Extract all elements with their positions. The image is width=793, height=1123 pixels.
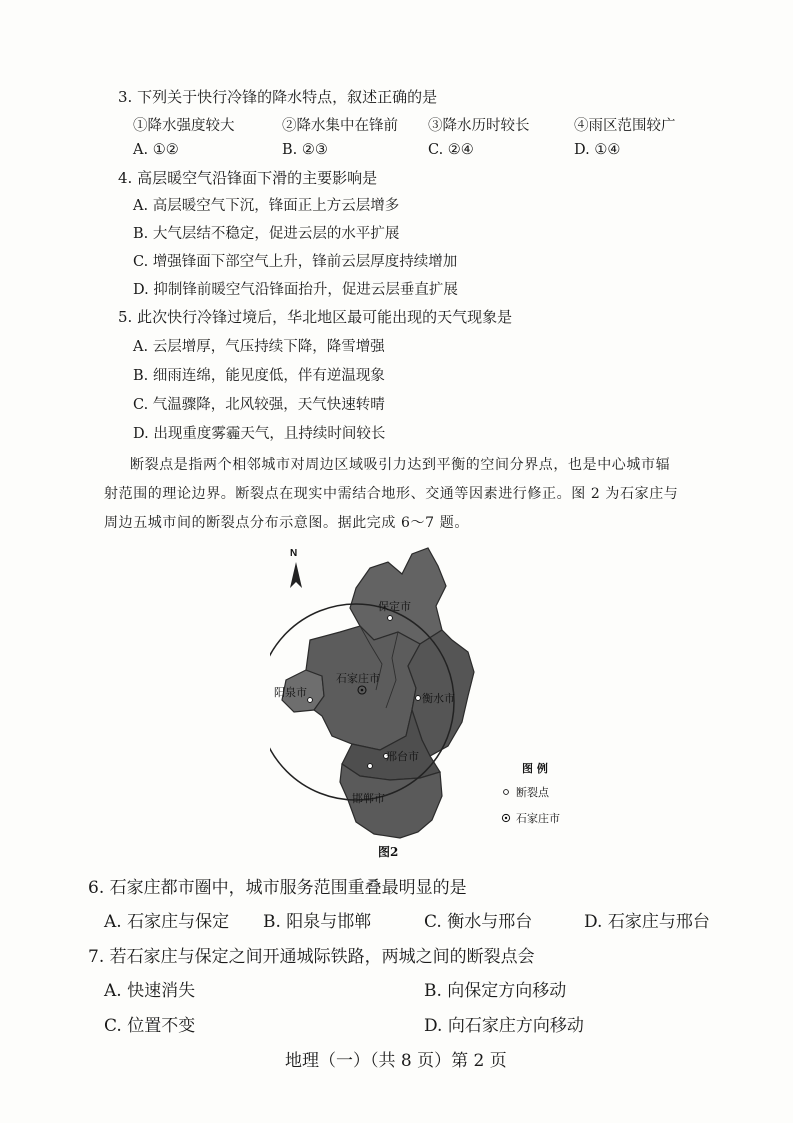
q3-statement-2: ②降水集中在锋前 [282,118,398,134]
q3-option-a[interactable]: A. ①② [133,142,179,158]
q3-option-d[interactable]: D. ①④ [574,142,621,158]
breakpoint-hengshui [416,696,421,701]
q5-stem: 5. 此次快行冷锋过境后，华北地区最可能出现的天气现象是 [118,308,513,326]
breakpoint-yangquan [308,698,313,703]
q4-option-b[interactable]: B. 大气层结不稳定，促进云层的水平扩展 [133,226,400,242]
q5-option-a[interactable]: A. 云层增厚，气压持续下降，降雪增强 [133,339,385,355]
breakpoint-baoding [388,616,393,621]
figure-caption: 图2 [378,845,399,859]
q7-option-c[interactable]: C. 位置不变 [104,1016,196,1036]
q4-option-a[interactable]: A. 高层暖空气下沉，锋面正上方云层增多 [133,198,400,214]
q6-option-a[interactable]: A. 石家庄与保定 [104,912,230,932]
q5-option-b[interactable]: B. 细雨连绵，能见度低，伴有逆温现象 [133,368,385,384]
q7-option-d[interactable]: D. 向石家庄方向移动 [424,1016,584,1036]
q7-option-b[interactable]: B. 向保定方向移动 [424,981,567,1001]
q3-statement-1: ①降水强度较大 [133,118,235,134]
q3-stem: 3. 下列关于快行冷锋的降水特点，叙述正确的是 [118,88,438,106]
q6-stem: 6. 石家庄都市圈中，城市服务范围重叠最明显的是 [88,878,467,898]
q6-option-c[interactable]: C. 衡水与邢台 [424,912,533,932]
q6-option-b[interactable]: B. 阳泉与邯郸 [263,912,372,932]
q5-option-d[interactable]: D. 出现重度雾霾天气，且持续时间较长 [133,426,386,442]
q3-option-b[interactable]: B. ②③ [282,142,328,158]
q3-option-c[interactable]: C. ②④ [428,142,474,158]
passage-line-3: 周边五城市间的断裂点分布示意图。据此完成 6～7 题。 [104,515,469,531]
legend-breakpoint-icon [504,790,509,795]
q3-statement-4: ④雨区范围较广 [574,118,676,134]
q4-stem: 4. 高层暖空气沿锋面下滑的主要影响是 [118,169,378,187]
map-legend [502,761,560,825]
label-handan: 邯郸市 [352,792,385,805]
north-label: N [290,548,298,559]
label-shijiazhuang: 石家庄市 [336,672,380,685]
breakpoint-xingtai [368,764,373,769]
label-xingtai: 邢台市 [386,750,419,763]
q5-option-c[interactable]: C. 气温骤降，北风较强，天气快速转晴 [133,397,385,413]
label-hengshui: 衡水市 [422,692,455,705]
figure-2-map [270,540,590,860]
q6-option-d[interactable]: D. 石家庄与邢台 [584,912,710,932]
label-yangquan: 阳泉市 [274,686,307,699]
q3-statement-3: ③降水历时较长 [428,118,530,134]
legend-title: 图 例 [522,762,548,775]
page-footer: 地理（一）（共 8 页）第 2 页 [285,1051,507,1071]
north-arrow-icon [290,548,302,588]
q4-option-c[interactable]: C. 增强锋面下部空气上升，锋前云层厚度持续增加 [133,254,458,270]
q7-stem: 7. 若石家庄与保定之间开通城际铁路，两城之间的断裂点会 [88,947,535,967]
legend-breakpoint-label: 断裂点 [516,786,549,799]
q7-option-a[interactable]: A. 快速消失 [104,981,196,1001]
passage-line-2: 射范围的理论边界。断裂点在现实中需结合地形、交通等因素进行修正。图 2 为石家庄与 [104,486,679,502]
q4-option-d[interactable]: D. 抑制锋前暖空气沿锋面抬升，促进云层垂直扩展 [133,282,458,298]
passage-line-1: 断裂点是指两个相邻城市对周边区域吸引力达到平衡的空间分界点，也是中心城市辐 [130,457,671,473]
region-shijiazhuang [306,626,420,750]
label-baoding: 保定市 [378,600,411,613]
legend-sjz-label: 石家庄市 [516,812,560,825]
